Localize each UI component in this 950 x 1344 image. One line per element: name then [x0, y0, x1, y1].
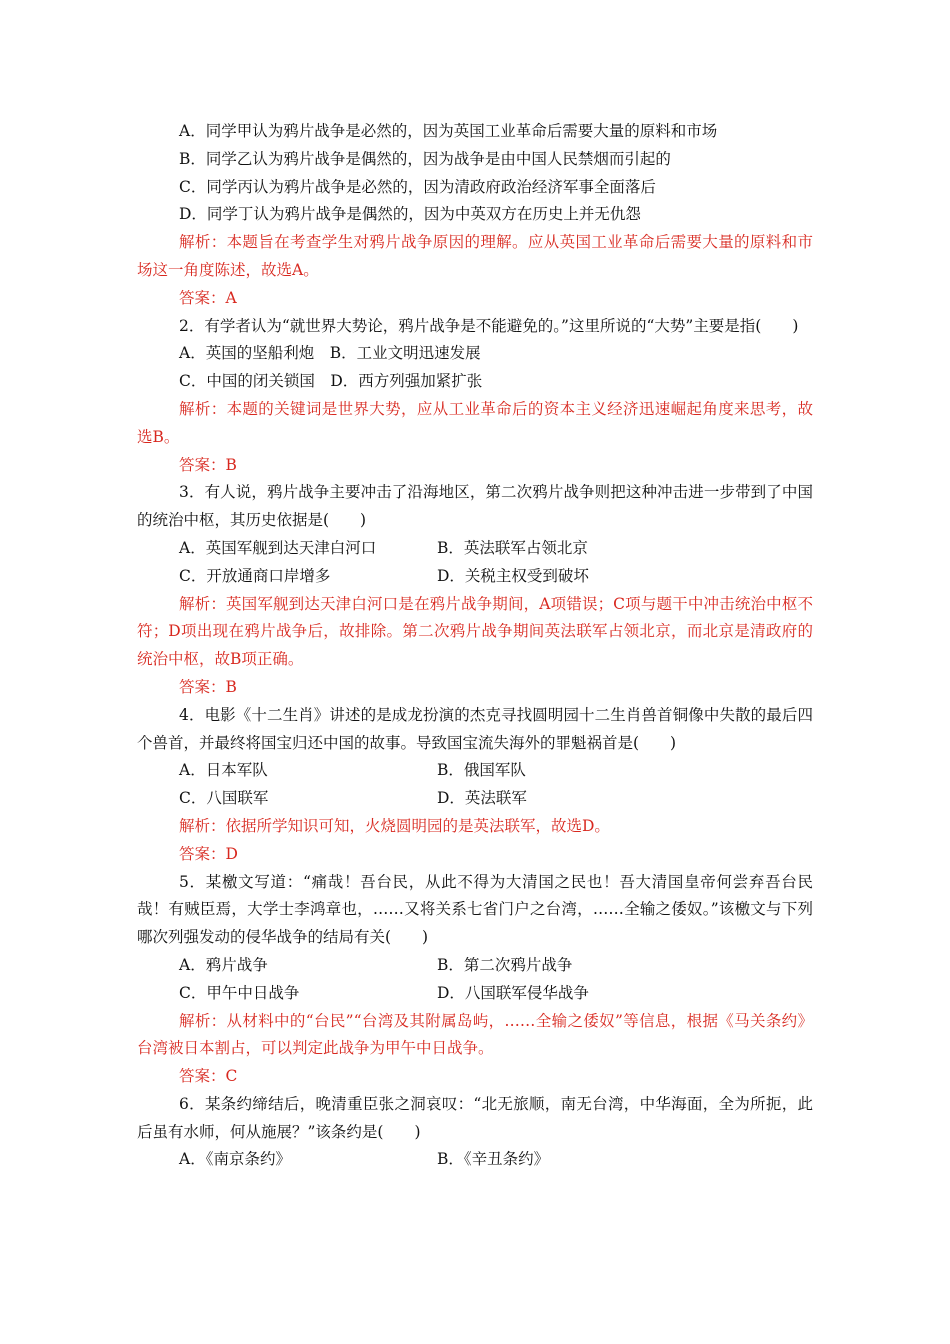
q4-answer: 答案：D	[179, 844, 238, 863]
q2-analysis: 解析：本题的关键词是世界大势，应从工业革命后的资本主义经济迅速崛起角度来思考，故选B。	[137, 399, 813, 446]
q1-option-c: C．同学丙认为鸦片战争是必然的，因为清政府政治经济军事全面落后	[179, 177, 656, 196]
q4-option-d: D．英法联军	[437, 789, 527, 808]
q4-analysis: 解析：依据所学知识可知，火烧圆明园的是英法联军，故选D。	[179, 816, 610, 835]
q6-options-row-1	[137, 1146, 813, 1174]
q2-answer: 答案：B	[179, 455, 237, 474]
q3-stem: 3．有人说，鸦片战争主要冲击了沿海地区，第二次鸦片战争则把这种冲击进一步带到了中国的统治中枢，其历史依据是( )	[137, 483, 813, 530]
q5-options-row-2	[137, 980, 813, 1008]
q5-options-row-1	[137, 952, 813, 980]
q4-stem: 4．电影《十二生肖》讲述的是成龙扮演的杰克寻找圆明园十二生肖兽首铜像中失散的最后四个兽首，并最终将国宝归还中国的故事。导致国宝流失海外的罪魁祸首是( )	[137, 705, 813, 752]
question-content	[137, 118, 813, 1174]
q2-options-cd: C．中国的闭关锁国 D．西方列强加紧扩张	[179, 372, 483, 391]
q3-options-row-2	[137, 563, 813, 591]
q3-answer: 答案：B	[179, 677, 237, 696]
q5-option-c: C．甲午中日战争	[179, 983, 300, 1002]
q5-analysis: 解析：从材料中的“台民”“台湾及其附属岛屿，……全输之倭奴”等信息，根据《马关条约》台湾被日本割占，可以判定此战争为甲午中日战争。	[137, 1011, 813, 1058]
q3-option-a: A．英国军舰到达天津白河口	[179, 538, 377, 557]
q1-option-b: B．同学乙认为鸦片战争是偶然的，因为战争是由中国人民禁烟而引起的	[179, 149, 671, 168]
q4-option-c: C．八国联军	[179, 789, 269, 808]
q4-option-b: B．俄国军队	[437, 761, 526, 780]
q2-options-ab: A．英国的坚船利炮 B．工业文明迅速发展	[179, 344, 481, 363]
q2-stem: 2．有学者认为“就世界大势论，鸦片战争是不能避免的。”这里所说的“大势”主要是指( )	[179, 316, 799, 335]
q5-stem: 5．某檄文写道：“痛哉！吾台民，从此不得为大清国之民也！吾大清国皇帝何尝弃吾台民哉！有贼臣焉，大学士李鸿章也，……又将关系七省门户之台湾，……全输之倭奴。”该檄文与下列哪次列强发动的侵华战争的结局有关( )	[137, 872, 813, 947]
q3-analysis: 解析：英国军舰到达天津白河口是在鸦片战争期间，A项错误；C项与题干中冲击统治中枢不符；D项出现在鸦片战争后，故排除。第二次鸦片战争期间英法联军占领北京，而北京是清政府的统治中枢，故B项正确。	[137, 594, 813, 669]
q6-option-b: B．《辛丑条约》	[437, 1150, 550, 1169]
q3-option-d: D．关税主权受到破坏	[437, 566, 589, 585]
q1-option-a: A．同学甲认为鸦片战争是必然的，因为英国工业革命后需要大量的原料和市场	[179, 122, 718, 140]
q5-answer: 答案：C	[179, 1067, 238, 1086]
q4-options-row-1	[137, 757, 813, 785]
q1-analysis: 解析：本题旨在考查学生对鸦片战争原因的理解。应从英国工业革命后需要大量的原料和市场这一角度陈述，故选A。	[137, 233, 813, 279]
q6-option-a: A．《南京条约》	[179, 1150, 291, 1169]
q4-options-row-2	[137, 785, 813, 813]
q1-answer: 答案：A	[179, 288, 237, 307]
q3-options-row-1	[137, 535, 813, 563]
q5-option-a: A．鸦片战争	[179, 955, 268, 974]
q5-option-d: D．八国联军侵华战争	[437, 983, 589, 1002]
q4-option-a: A．日本军队	[179, 761, 268, 780]
q3-option-b: B．英法联军占领北京	[437, 538, 588, 557]
q6-stem: 6．某条约缔结后，晚清重臣张之洞哀叹：“北无旅顺，南无台湾，中华海面，全为所扼，此后虽有水师，何从施展？”该条约是( )	[137, 1094, 813, 1141]
q5-option-b: B．第二次鸦片战争	[437, 955, 573, 974]
q3-option-c: C．开放通商口岸增多	[179, 566, 331, 585]
q1-option-d: D．同学丁认为鸦片战争是偶然的，因为中英双方在历史上并无仇怨	[179, 205, 641, 224]
